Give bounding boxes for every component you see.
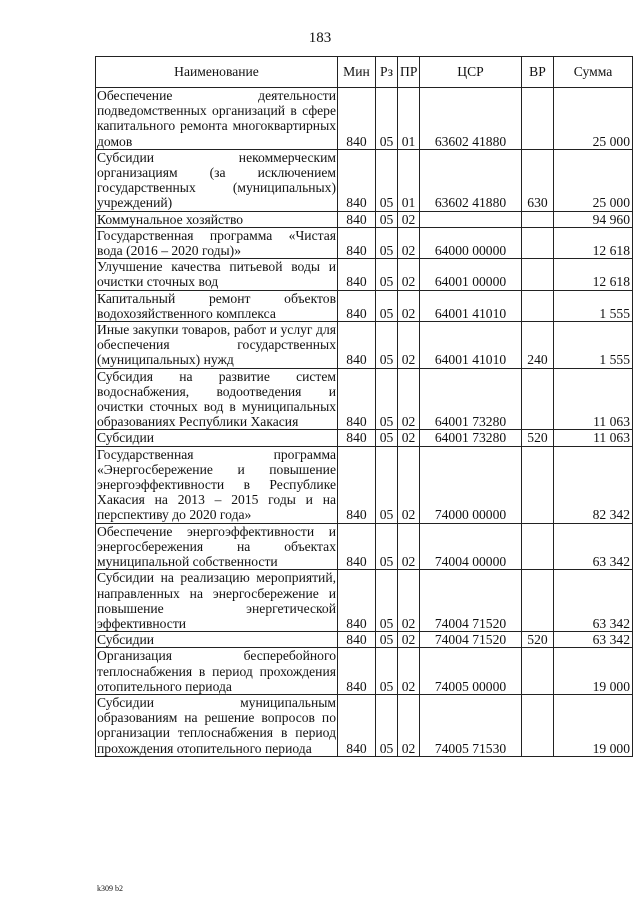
table-cell-name: Иные закупки товаров, работ и услуг для обеспечения государственных (муниципальных) нужд: [97, 322, 336, 368]
table-cell-sum: 11 063: [554, 430, 633, 446]
table-row: [96, 632, 633, 648]
table-cell-csr: 64000 00000: [420, 227, 522, 258]
footer-code: k309 b2: [97, 884, 123, 893]
table-cell-csr: 74005 00000: [420, 648, 522, 695]
table-cell-pr: 02: [398, 368, 420, 430]
table-row: [96, 648, 633, 695]
table-cell-sum: 63 342: [554, 523, 633, 570]
table-cell-min: 840: [338, 446, 376, 523]
table-cell-csr: 63602 41880: [420, 88, 522, 150]
table-cell-name: Организация бесперебойного теплоснабжения в период прохождения отопительного периода: [97, 648, 336, 694]
table-row: [96, 322, 633, 369]
table-cell-min: 840: [338, 88, 376, 150]
table-cell-csr: 64001 00000: [420, 259, 522, 290]
table-cell-name: Улучшение качества питьевой воды и очистки сточных вод: [97, 259, 336, 290]
table-cell-pr: 01: [398, 88, 420, 150]
table-cell-sum: 94 960: [554, 211, 633, 227]
table-cell-csr: 64001 73280: [420, 368, 522, 430]
table-cell-rz: 05: [376, 430, 398, 446]
table-cell-rz: 05: [376, 290, 398, 321]
table-cell-vr: [522, 523, 554, 570]
table-cell-pr: 01: [398, 149, 420, 211]
column-header-name: Наименование: [96, 57, 338, 88]
table-cell-sum: 19 000: [554, 694, 633, 756]
table-cell-csr: 64001 73280: [420, 430, 522, 446]
table-row: [96, 430, 633, 446]
table-cell-vr: [522, 648, 554, 695]
table-cell-vr: [522, 446, 554, 523]
table-cell-csr: 74004 71520: [420, 632, 522, 648]
table-row: [96, 259, 633, 290]
table-cell-pr: 02: [398, 523, 420, 570]
column-header-min: Мин: [338, 57, 376, 88]
table-cell-vr: 520: [522, 430, 554, 446]
table-cell-csr: 74005 71530: [420, 694, 522, 756]
table-cell-rz: 05: [376, 523, 398, 570]
table-cell-rz: 05: [376, 227, 398, 258]
table-row: [96, 523, 633, 570]
column-header-vr: ВР: [522, 57, 554, 88]
table-cell-min: 840: [338, 648, 376, 695]
table-cell-sum: 25 000: [554, 88, 633, 150]
table-cell-vr: [522, 368, 554, 430]
table-cell-name: Субсидии муниципальным образованиям на решение вопросов по организации теплоснабжения в период прохождения отопительного периода: [97, 694, 336, 756]
table-row: [96, 694, 633, 756]
table-cell-pr: 02: [398, 570, 420, 632]
table-cell-name: Государственная программа «Энергосбережение и повышение энергоэффективности в Республике Хакасия на 2013 – 2015 годы и на перспективу до 2020 года»: [97, 446, 336, 523]
table-cell-min: 840: [338, 211, 376, 227]
table-cell-vr: 630: [522, 149, 554, 211]
table-cell-min: 840: [338, 694, 376, 756]
table-cell-pr: 02: [398, 446, 420, 523]
table-cell-vr: 240: [522, 322, 554, 369]
table-row: [96, 211, 633, 227]
table-cell-rz: 05: [376, 632, 398, 648]
table-cell-sum: 1 555: [554, 322, 633, 369]
table-cell-pr: 02: [398, 259, 420, 290]
table-header-row: [96, 57, 633, 88]
table-cell-rz: 05: [376, 446, 398, 523]
table-row: [96, 446, 633, 523]
table-cell-name: Капитальный ремонт объектов водохозяйственного комплекса: [97, 290, 336, 321]
table-cell-vr: [522, 259, 554, 290]
table-cell-vr: [522, 570, 554, 632]
table-cell-min: 840: [338, 259, 376, 290]
table-cell-vr: [522, 290, 554, 321]
budget-table: [95, 56, 633, 757]
table-cell-min: 840: [338, 227, 376, 258]
table-cell-pr: 02: [398, 694, 420, 756]
table-row: [96, 368, 633, 430]
table-cell-sum: 82 342: [554, 446, 633, 523]
table-cell-min: 840: [338, 570, 376, 632]
table-cell-name: Субсидии на реализацию мероприятий, направленных на энергосбережение и повышение энергетической эффективности: [97, 570, 336, 631]
table-cell-sum: 12 618: [554, 259, 633, 290]
table-cell-name: Обеспечение деятельности подведомственных организаций в сфере капитального ремонта многоквартирных домов: [97, 88, 336, 149]
table-cell-csr: 63602 41880: [420, 149, 522, 211]
table-cell-rz: 05: [376, 694, 398, 756]
table-cell-rz: 05: [376, 88, 398, 150]
page-number: 183: [308, 30, 332, 46]
table-cell-pr: 02: [398, 632, 420, 648]
table-cell-pr: 02: [398, 648, 420, 695]
table-cell-rz: 05: [376, 211, 398, 227]
table-cell-pr: 02: [398, 430, 420, 446]
table-cell-name: Обеспечение энергоэффективности и энергосбережения на объектах муниципальной собственности: [97, 523, 336, 570]
table-cell-min: 840: [338, 290, 376, 321]
table-cell-name: Субсидии: [96, 632, 338, 648]
table-cell-name: Коммунальное хозяйство: [96, 211, 338, 227]
table-cell-csr: 64001 41010: [420, 322, 522, 369]
table-cell-rz: 05: [376, 368, 398, 430]
table-cell-name: Субсидия на развитие систем водоснабжения, водоотведения и очистки сточных вод в муниципальных образованиях Республики Хакасия: [97, 368, 336, 430]
table-cell-pr: 02: [398, 211, 420, 227]
table-cell-pr: 02: [398, 227, 420, 258]
table-cell-vr: [522, 88, 554, 150]
table-cell-csr: 64001 41010: [420, 290, 522, 321]
table-cell-min: 840: [338, 149, 376, 211]
table-cell-rz: 05: [376, 149, 398, 211]
table-cell-name: Государственная программа «Чистая вода (2016 – 2020 годы)»: [97, 227, 336, 259]
table-cell-vr: [522, 694, 554, 756]
table-cell-sum: 19 000: [554, 648, 633, 695]
table-cell-min: 840: [338, 322, 376, 369]
table-cell-sum: 11 063: [554, 368, 633, 430]
table-cell-vr: 520: [522, 632, 554, 648]
column-header-pr: ПР: [398, 57, 420, 88]
table-cell-rz: 05: [376, 259, 398, 290]
table-cell-sum: 63 342: [554, 632, 633, 648]
table-cell-min: 840: [338, 632, 376, 648]
table-row: [96, 227, 633, 258]
table-cell-name: Субсидии: [96, 430, 338, 446]
column-header-csr: ЦСР: [420, 57, 522, 88]
table-cell-pr: 02: [398, 322, 420, 369]
table-cell-rz: 05: [376, 648, 398, 695]
table-row: [96, 290, 633, 321]
column-header-sum: Сумма: [554, 57, 633, 88]
table-cell-name: Субсидии некоммерческим организациям (за исключением государственных (муниципальных) учреждений): [97, 149, 336, 211]
table-cell-sum: 12 618: [554, 227, 633, 258]
table-cell-min: 840: [338, 368, 376, 430]
table-row: [96, 88, 633, 150]
table-cell-sum: 25 000: [554, 149, 633, 211]
table-cell-csr: 74000 00000: [420, 446, 522, 523]
table-cell-rz: 05: [376, 322, 398, 369]
column-header-rz: Рз: [376, 57, 398, 88]
table-cell-vr: [522, 227, 554, 258]
table-cell-csr: 74004 71520: [420, 570, 522, 632]
table-cell-csr: [420, 211, 522, 227]
table-cell-pr: 02: [398, 290, 420, 321]
table-cell-min: 840: [338, 430, 376, 446]
table-row: [96, 570, 633, 632]
table-cell-sum: 63 342: [554, 570, 633, 632]
table-row: [96, 149, 633, 211]
table-cell-rz: 05: [376, 570, 398, 632]
table-cell-sum: 1 555: [554, 290, 633, 321]
table-cell-csr: 74004 00000: [420, 523, 522, 570]
table-cell-min: 840: [338, 523, 376, 570]
table-cell-vr: [522, 211, 554, 227]
